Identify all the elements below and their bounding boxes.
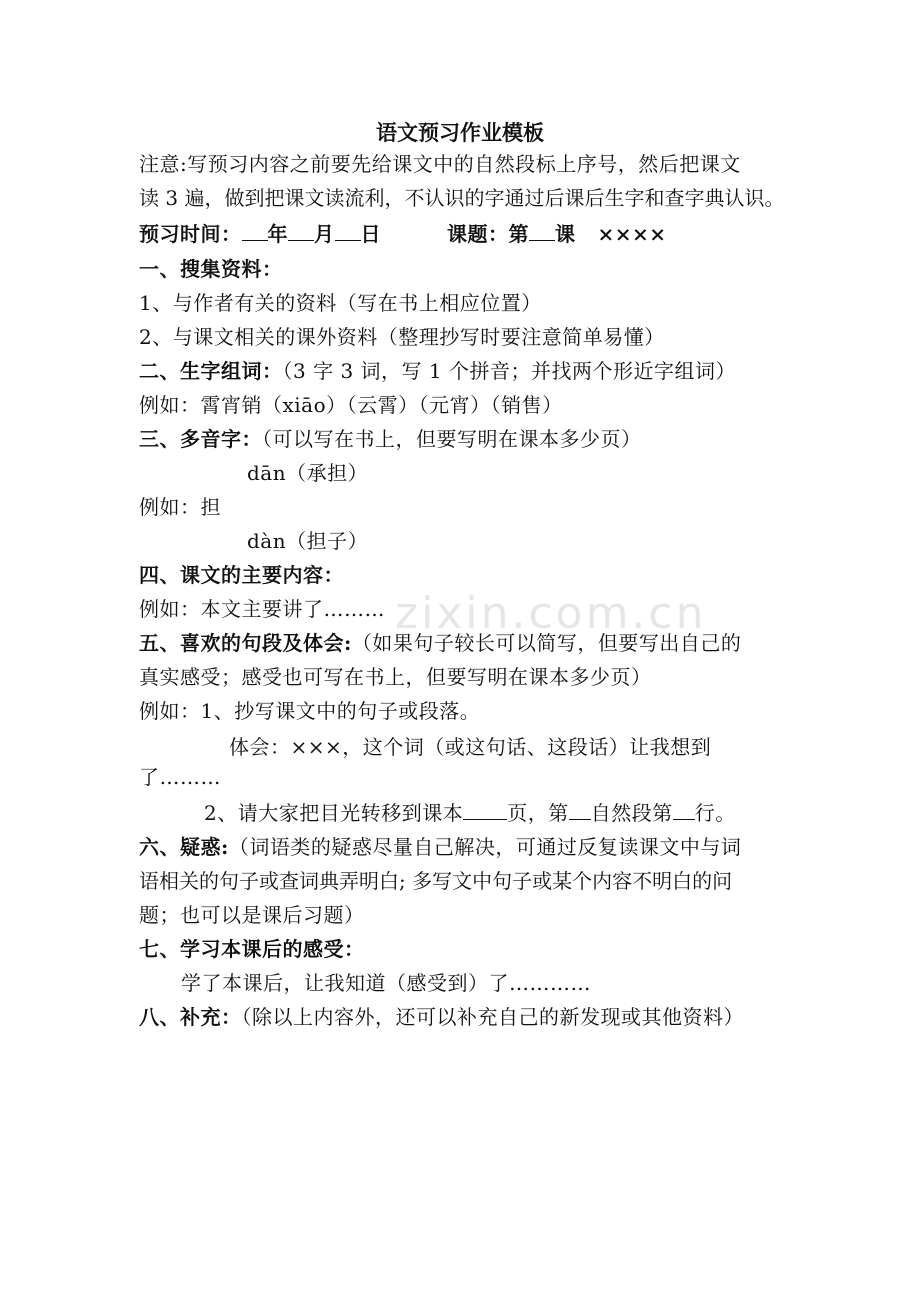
topic-label: 课题：第 (447, 222, 529, 246)
section-6-note-2: 语相关的句子或查词典弄明白; 多写文中句子或某个内容不明白的问 (139, 869, 733, 893)
section-3-reading-1: dān（承担） (247, 461, 369, 485)
notice-label: 注意: (139, 152, 188, 176)
section-2-heading: 二、生字组词： (139, 359, 283, 383)
section-5-note-2: 真实感受；感受也可写在书上，但要写明在课本多少页） (139, 665, 652, 689)
section-1-heading: 一、搜集资料： (139, 257, 283, 281)
example-2-text-b: 页，第 (507, 801, 569, 825)
page-blank[interactable] (463, 795, 507, 820)
document-title: 语文预习作业模板 (376, 120, 544, 145)
section-6-heading: 六、疑惑: (139, 835, 229, 859)
row-blank[interactable] (673, 795, 695, 820)
notice-line-2: 读 3 遍，做到把课文读流利，不认识的字通过后课后生字和查字典认识。 (139, 186, 785, 210)
section-7-heading: 七、学习本课后的感受： (139, 937, 365, 961)
notice-text-1: 写预习内容之前要先给课文中的自然段标上序号，然后把课文 (187, 152, 741, 176)
section-3-reading-2: dàn（担子） (247, 529, 369, 553)
lesson-blank[interactable] (529, 216, 555, 241)
topic-placeholder: ×××× (597, 222, 667, 246)
section-6-line (139, 830, 741, 864)
section-8-heading: 八、补充： (139, 1005, 242, 1029)
paragraph-blank[interactable] (569, 795, 591, 820)
section-3-example: 例如：担 (139, 495, 221, 519)
section-4-example: 例如：本文主要讲了……… (139, 597, 385, 621)
section-8-note: （除以上内容外，还可以补充自己的新发现或其他资料） (241, 1005, 744, 1029)
section-6-note-1: （词语类的疑惑尽量自己解决，可通过反复读课文中与词 (228, 835, 742, 859)
day-blank[interactable] (335, 216, 361, 241)
year-blank[interactable] (242, 216, 268, 241)
example-2-text-c: 自然段第 (590, 801, 673, 825)
section-3-line (139, 422, 642, 456)
section-3-note: （可以写在书上，但要写明在课本多少页） (262, 427, 642, 451)
year-label: 年 (267, 222, 288, 246)
month-blank[interactable] (288, 216, 314, 241)
section-1-item-1: 1、与作者有关的资料（写在书上相应位置） (139, 291, 542, 315)
example-2-text-a: 2、请大家把目光转移到课本 (204, 801, 464, 825)
section-5-feeling-2: 了……… (139, 765, 221, 789)
section-5-note-1: （如果句子较长可以简写，但要写出自己的 (351, 631, 742, 655)
section-3-heading: 三、多音字： (139, 427, 262, 451)
watermark: zixin.com.cn (395, 588, 707, 639)
section-8-line (139, 1000, 744, 1034)
section-2-example: 例如：霄宵销（xiāo）（云霄）（元宵）（销售） (139, 393, 563, 417)
section-4-heading: 四、课文的主要内容： (139, 563, 344, 587)
month-label: 月 (314, 222, 335, 246)
section-5-example-1: 例如：1、抄写课文中的句子或段落。 (139, 699, 481, 723)
section-2-note: （3 字 3 词，写 1 个拼音；并找两个形近字组词） (282, 359, 736, 383)
header-line (139, 216, 667, 251)
section-5-heading: 五、喜欢的句段及体会: (139, 631, 352, 655)
section-1-item-2: 2、与课文相关的课外资料（整理抄写时要注意简单易懂） (139, 325, 665, 349)
notice-line-1 (139, 147, 741, 181)
section-7-text: 学了本课后，让我知道（感受到）了………… (181, 971, 591, 995)
section-5-feeling-1: 体会：×××，这个词（或这句话、这段话）让我想到 (229, 735, 712, 759)
section-2-line (139, 354, 736, 388)
lesson-label: 课 (555, 222, 576, 246)
day-label: 日 (360, 222, 381, 246)
section-6-note-3: 题；也可以是课后习题） (139, 903, 365, 927)
section-5-line (139, 626, 741, 660)
time-label: 预习时间： (139, 222, 242, 246)
section-5-example-2 (204, 795, 736, 830)
example-2-text-d: 行。 (694, 801, 736, 825)
